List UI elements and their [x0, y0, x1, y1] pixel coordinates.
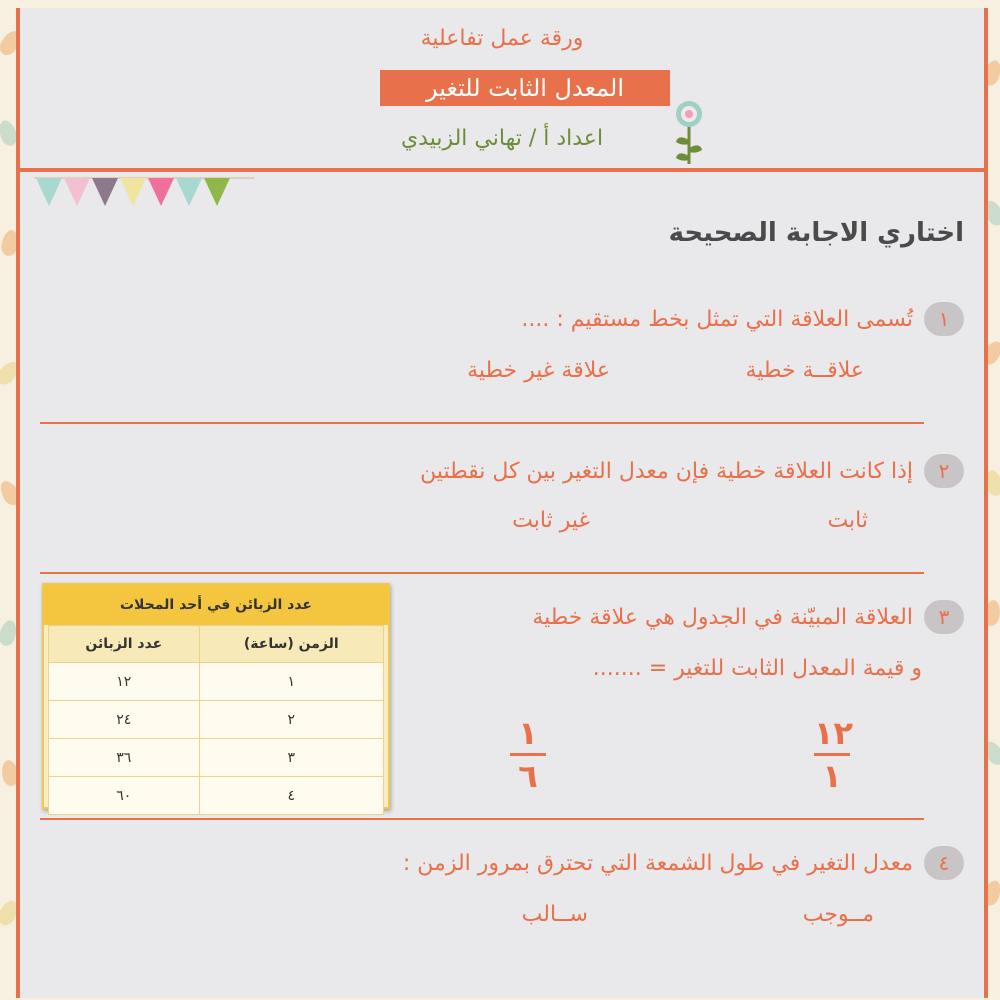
- customers-table: [42, 583, 390, 809]
- table-header-row: [49, 626, 384, 663]
- table-header: الزمن (ساعة): [199, 626, 383, 663]
- question-number: ٤: [924, 846, 964, 880]
- option-nonlinear[interactable]: علاقة غير خطية: [467, 358, 610, 383]
- table-cell: ٢: [199, 701, 383, 739]
- option-linear[interactable]: علاقــة خطية: [745, 358, 864, 383]
- question-2: [420, 454, 964, 488]
- table-row: [49, 701, 384, 739]
- fraction-denominator: ٦: [518, 757, 538, 795]
- option-fraction-12-over-1[interactable]: [814, 714, 854, 795]
- option-not-constant[interactable]: غير ثابت: [512, 508, 590, 533]
- fraction-numerator: ١٢: [814, 714, 854, 752]
- fraction-bar: [510, 753, 546, 756]
- separator: [40, 422, 924, 424]
- option-constant[interactable]: ثابت: [827, 508, 868, 533]
- question-4: [403, 846, 964, 880]
- table-cell: ٤: [199, 777, 383, 815]
- author-prefix: اعداد أ /: [528, 126, 604, 151]
- table-cell: ٣٦: [49, 739, 200, 777]
- question-3-line-2: [593, 656, 922, 681]
- table-cell: ١: [199, 663, 383, 701]
- table-caption: عدد الزبائن في أحد المحلات: [44, 585, 388, 625]
- fraction-denominator: ١: [822, 757, 842, 795]
- option-positive[interactable]: مــوجب: [802, 902, 874, 927]
- table-row: [49, 777, 384, 815]
- lesson-title: المعدل الثابت للتغير: [380, 70, 670, 106]
- question-text-line-2: و قيمة المعدل الثابت للتغير = .......: [592, 656, 922, 681]
- fraction-bar: [814, 753, 850, 756]
- question-number: ٢: [924, 454, 964, 488]
- question-text: معدل التغير في طول الشمعة التي تحترق بمرور الزمن :: [402, 851, 913, 876]
- worksheet: [16, 8, 988, 998]
- author-line: [20, 126, 984, 151]
- option-negative[interactable]: ســالب: [521, 902, 588, 927]
- question-text: إذا كانت العلاقة خطية فإن معدل التغير بين كل نقطتين: [420, 459, 913, 484]
- worksheet-label: ورقة عمل تفاعلية: [420, 26, 584, 51]
- worksheet-header: [20, 8, 984, 172]
- question-1: [521, 302, 964, 336]
- table-row: [49, 663, 384, 701]
- bunting-decoration: [34, 176, 254, 216]
- fraction-numerator: ١: [518, 714, 538, 752]
- question-number: ٣: [924, 600, 964, 634]
- question-number: ١: [924, 302, 964, 336]
- flower-icon: [672, 100, 706, 164]
- table-header: عدد الزبائن: [49, 626, 200, 663]
- separator: [40, 572, 924, 574]
- question-text: تُسمى العلاقة التي تمثل بخط مستقيم : ....: [521, 307, 913, 332]
- instructions-heading: اختاري الاجابة الصحيحة: [668, 218, 964, 248]
- table-cell: ١٢: [49, 663, 200, 701]
- question-3: [532, 600, 964, 634]
- table-cell: ٦٠: [49, 777, 200, 815]
- table-cell: ٣: [199, 739, 383, 777]
- author-name: تهاني الزبيدي: [400, 126, 522, 151]
- table-cell: ٢٤: [49, 701, 200, 739]
- question-text-line-1: العلاقة المبيّنة في الجدول هي علاقة خطية: [532, 605, 913, 630]
- option-fraction-1-over-6[interactable]: [510, 714, 546, 795]
- separator: [40, 818, 924, 820]
- table-row: [49, 739, 384, 777]
